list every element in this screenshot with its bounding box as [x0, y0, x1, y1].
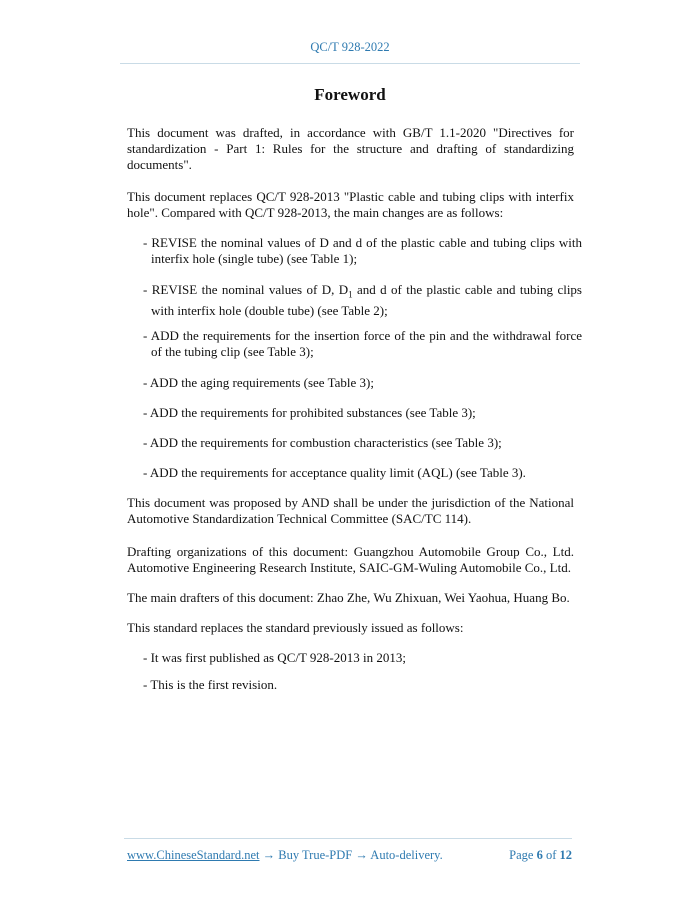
header-divider [120, 63, 580, 64]
change-item: - ADD the requirements for prohibited substances (see Table 3); [143, 405, 476, 420]
history-item: - This is the first revision. [143, 677, 278, 692]
footer [127, 848, 572, 863]
paragraph-drafting: This document was drafted, in accordance with GB/T 1.1-2020 "Directives for standardization - Part 1: Rules for the structure and drafting of standardizing documents". [127, 125, 574, 172]
page-label: Page [509, 848, 534, 862]
subscript: 1 [348, 289, 353, 300]
page-total: 12 [559, 848, 572, 862]
footer-left [127, 848, 443, 863]
change-item [143, 282, 582, 319]
change-text: and d of the plastic cable and tubing clips with interfix hole (double tube) (see Table 2); [151, 282, 582, 318]
change-item: - ADD the requirements for the insertion force of the pin and the withdrawal force of the tubing clip (see Table 3); [143, 328, 582, 359]
change-item: - REVISE the nominal values of D and d of the plastic cable and tubing clips with interfix hole (single tube) (see Table 1); [143, 235, 582, 266]
page-number: 6 [536, 848, 543, 862]
website-link[interactable]: www.ChineseStandard.net [127, 848, 260, 862]
document-code-header: QC/T 928-2022 [310, 40, 390, 54]
paragraph-replaces: This document replaces QC/T 928-2013 "Plastic cable and tubing clips with interfix hole". Compared with QC/T 928-2013, the main changes are as follows: [127, 189, 574, 220]
change-item: - ADD the requirements for acceptance quality limit (AQL) (see Table 3). [143, 465, 526, 480]
history-item: - It was first published as QC/T 928-2013 in 2013; [143, 650, 406, 665]
change-text: - REVISE the nominal values of D, D [143, 282, 349, 297]
paragraph-organizations: Drafting organizations of this document: Guangzhou Automobile Group Co., Ltd. Automotive Engineering Research Institute, SAIC-GM-Wuling Automobile Co., Ltd. [127, 544, 574, 575]
footer-tagline: → Buy True-PDF → Auto-delivery. [259, 848, 443, 862]
change-item: - ADD the aging requirements (see Table 3); [143, 375, 374, 390]
footer-divider [124, 838, 572, 839]
paragraph-proposed: This document was proposed by AND shall be under the jurisdiction of the National Automotive Standardization Technical Committee (SAC/TC 114). [127, 495, 574, 526]
page-indicator [509, 848, 572, 863]
change-item: - ADD the requirements for combustion characteristics (see Table 3); [143, 435, 502, 450]
paragraph-drafters: The main drafters of this document: Zhao Zhe, Wu Zhixuan, Wei Yaohua, Huang Bo. [127, 590, 570, 605]
page-title: Foreword [314, 85, 386, 104]
of-label: of [545, 848, 557, 862]
paragraph-history-intro: This standard replaces the standard previously issued as follows: [127, 620, 464, 635]
